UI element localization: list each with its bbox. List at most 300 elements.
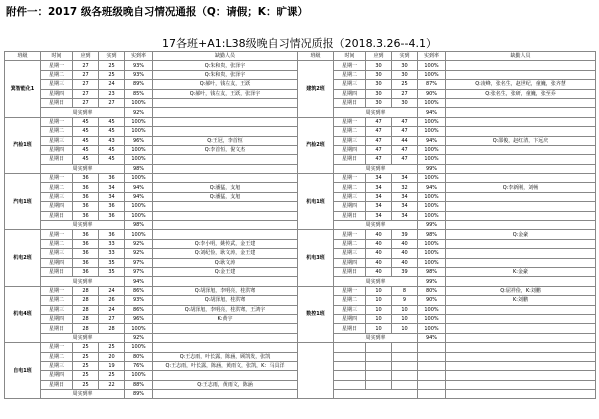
class-name-cell: 建筑2班 (298, 61, 334, 117)
weekly-label-cell: 周实到率 (334, 221, 418, 230)
day-cell: 星期四 (41, 371, 73, 380)
rate-cell: 100% (418, 155, 446, 164)
rate-cell: 86% (125, 305, 153, 314)
present-cell: 47 (392, 155, 418, 164)
rate-cell: 94% (125, 183, 153, 192)
absentees-cell: Q:李首恒，倪文杰 (153, 145, 298, 154)
expected-cell: 47 (366, 136, 392, 145)
day-cell: 星期日 (334, 98, 366, 107)
expected-cell: 36 (73, 249, 99, 258)
absentees-cell (446, 371, 596, 380)
expected-cell: 45 (73, 136, 99, 145)
rate-cell: 94% (125, 192, 153, 201)
day-cell: 星期三 (334, 305, 366, 314)
day-cell: 星期二 (334, 239, 366, 248)
day-cell: 星期日 (41, 211, 73, 220)
class-name-cell: 汽检2班 (298, 117, 334, 173)
absentees-cell: K:刘鹏 (446, 296, 596, 305)
class-name-cell: 汽电1班 (5, 174, 41, 230)
absentees-cell: Q:金王建 (153, 267, 298, 276)
expected-cell: 34 (366, 192, 392, 201)
weekly-empty-cell (446, 108, 596, 117)
class-name-cell: 机电3班 (298, 230, 334, 286)
rate-cell: 80% (125, 352, 153, 361)
weekly-rate-cell: 92% (125, 108, 153, 117)
day-cell: 星期一 (334, 286, 366, 295)
expected-cell: 25 (73, 361, 99, 370)
day-cell: 星期二 (41, 183, 73, 192)
present-cell: 36 (99, 211, 125, 220)
rate-cell: 100% (418, 145, 446, 154)
day-cell: 星期二 (334, 70, 366, 79)
day-cell: 星期二 (334, 296, 366, 305)
present-cell: 9 (392, 296, 418, 305)
day-cell: 星期一 (41, 117, 73, 126)
day-cell: 星期二 (41, 70, 73, 79)
expected-cell: 36 (73, 267, 99, 276)
day-cell: 星期日 (41, 267, 73, 276)
present-cell: 34 (99, 183, 125, 192)
day-cell: 星期三 (334, 192, 366, 201)
present-cell: 25 (99, 343, 125, 352)
expected-cell: 45 (73, 127, 99, 136)
absentees-cell (153, 155, 298, 164)
day-cell: 星期三 (334, 80, 366, 89)
absentees-cell: Q:耿文涛 (153, 258, 298, 267)
expected-cell (366, 352, 392, 361)
day-cell: 星期四 (334, 145, 366, 154)
present-cell: 25 (99, 70, 125, 79)
expected-cell: 30 (366, 70, 392, 79)
rate-cell: 86% (125, 286, 153, 295)
expected-cell: 36 (73, 202, 99, 211)
rate-cell: 100% (125, 202, 153, 211)
class-name-cell: 数控1班 (298, 286, 334, 342)
present-cell: 24 (99, 80, 125, 89)
present-cell: 33 (99, 249, 125, 258)
class-name-cell: 汽检1班 (5, 117, 41, 173)
rate-cell: 94% (418, 136, 446, 145)
expected-cell: 10 (366, 324, 392, 333)
header-cell: 班级 (5, 52, 41, 61)
expected-cell: 10 (366, 296, 392, 305)
present-cell: 22 (99, 380, 125, 389)
day-cell: 星期四 (334, 202, 366, 211)
day-cell: 星期一 (41, 174, 73, 183)
weekly-label-cell (334, 390, 418, 399)
rate-cell: 100% (418, 324, 446, 333)
expected-cell: 47 (366, 155, 392, 164)
day-cell: 星期一 (41, 343, 73, 352)
day-cell: 星期日 (334, 155, 366, 164)
absentees-cell (153, 117, 298, 126)
day-cell (334, 380, 366, 389)
absentees-cell (446, 352, 596, 361)
absentees-cell: Q:刘纪俭，耿文涛，金王建 (153, 249, 298, 258)
expected-cell: 30 (366, 61, 392, 70)
weekly-label-cell: 周实到率 (41, 221, 125, 230)
day-cell: 星期一 (334, 230, 366, 239)
weekly-empty-cell (446, 221, 596, 230)
weekly-rate-cell: 98% (125, 221, 153, 230)
day-cell: 星期四 (41, 145, 73, 154)
rate-cell: 92% (125, 249, 153, 258)
rate-cell: 100% (125, 155, 153, 164)
expected-cell: 40 (366, 239, 392, 248)
header-cell: 实到 (99, 52, 125, 61)
absentees-cell: Q:屈祥俭，K:刘鹏 (446, 286, 596, 295)
present-cell: 10 (392, 314, 418, 323)
expected-cell: 36 (73, 183, 99, 192)
present-cell: 34 (392, 211, 418, 220)
day-cell: 星期三 (41, 80, 73, 89)
rate-cell: 93% (125, 70, 153, 79)
absentees-cell (446, 174, 596, 183)
absentees-cell (446, 98, 596, 107)
rate-cell (418, 352, 446, 361)
absentees-cell (446, 324, 596, 333)
absentees-cell (446, 202, 596, 211)
weekly-label-cell: 周实到率 (334, 108, 418, 117)
day-cell: 星期二 (41, 239, 73, 248)
absentees-cell: Q:胡泽旭，桂洪骞 (153, 296, 298, 305)
present-cell: 30 (392, 61, 418, 70)
weekly-label-cell: 周实到率 (41, 108, 125, 117)
rate-cell: 100% (418, 98, 446, 107)
absentees-cell: Q:郝叶，钱左友，王跃，张泽宇 (153, 89, 298, 98)
weekly-rate-cell: 94% (125, 277, 153, 286)
present-cell: 47 (392, 127, 418, 136)
absentees-cell (153, 343, 298, 352)
present-cell: 36 (99, 202, 125, 211)
expected-cell: 34 (366, 211, 392, 220)
weekly-label-cell: 周实到率 (334, 277, 418, 286)
day-cell: 星期四 (334, 258, 366, 267)
present-cell: 19 (99, 361, 125, 370)
expected-cell: 25 (73, 371, 99, 380)
absentees-cell (446, 239, 596, 248)
day-cell: 星期二 (41, 352, 73, 361)
day-cell: 星期日 (41, 380, 73, 389)
present-cell: 30 (392, 98, 418, 107)
rate-cell: 90% (418, 296, 446, 305)
header-cell: 实到率 (418, 52, 446, 61)
day-cell: 星期日 (334, 324, 366, 333)
absentees-cell: Q:胡泽旭，李明亮，桂洪骞 (153, 286, 298, 295)
absentees-cell: Q:李小明，姚传武，金王建 (153, 239, 298, 248)
expected-cell: 47 (366, 117, 392, 126)
present-cell: 8 (392, 286, 418, 295)
rate-cell: 98% (418, 230, 446, 239)
absentees-cell (153, 371, 298, 380)
weekly-empty-cell (446, 333, 596, 342)
absentees-cell: Q:张名生，张研，童巍，张至乔 (446, 89, 596, 98)
rate-cell (418, 380, 446, 389)
expected-cell: 30 (366, 89, 392, 98)
absentees-cell: Q:王志雨，叶长露，陈涵，顾凯发，张凯 (153, 352, 298, 361)
absentees-cell (153, 174, 298, 183)
absentees-cell: Q:王冠，李首恒 (153, 136, 298, 145)
absentees-cell: Q:李新刚，刘畅 (446, 183, 596, 192)
header-cell: 应到 (366, 52, 392, 61)
weekly-label-cell: 周实到率 (334, 333, 418, 342)
day-cell (334, 361, 366, 370)
day-row (5, 286, 596, 295)
present-cell: 25 (99, 371, 125, 380)
absentees-cell: Q:朱和贵，张泽宇 (153, 61, 298, 70)
absentees-cell (446, 343, 596, 352)
absentees-cell: Q:郝叶，钱左友，王跃 (153, 80, 298, 89)
class-name-cell: 机电4班 (5, 286, 41, 342)
absentees-cell: Q:邵俊，赵红清，卞远庆 (446, 136, 596, 145)
expected-cell: 36 (73, 192, 99, 201)
expected-cell: 28 (73, 305, 99, 314)
rate-cell: 100% (418, 314, 446, 323)
day-cell (334, 343, 366, 352)
rate-cell: 97% (125, 267, 153, 276)
rate-cell: 76% (125, 361, 153, 370)
rate-cell: 94% (418, 183, 446, 192)
rate-cell (418, 361, 446, 370)
day-row (5, 343, 596, 352)
rate-cell: 100% (418, 70, 446, 79)
day-cell: 星期三 (41, 136, 73, 145)
present-cell: 25 (99, 61, 125, 70)
absentees-cell (446, 117, 596, 126)
expected-cell: 27 (73, 98, 99, 107)
present-cell: 24 (99, 305, 125, 314)
expected-cell: 25 (73, 380, 99, 389)
day-row (5, 117, 596, 126)
rate-cell: 100% (418, 61, 446, 70)
class-name-cell: 箕智能化1 (5, 61, 41, 117)
expected-cell: 36 (73, 211, 99, 220)
rate-cell: 100% (418, 249, 446, 258)
header-cell: 时间 (334, 52, 366, 61)
attendance-table (4, 51, 596, 399)
absentees-cell (446, 314, 596, 323)
present-cell: 39 (392, 230, 418, 239)
present-cell: 34 (99, 192, 125, 201)
rate-cell: 100% (125, 98, 153, 107)
rate-cell: 100% (418, 174, 446, 183)
expected-cell: 36 (73, 230, 99, 239)
expected-cell: 28 (73, 314, 99, 323)
rate-cell: 85% (125, 89, 153, 98)
expected-cell: 10 (366, 305, 392, 314)
expected-cell: 36 (73, 258, 99, 267)
day-cell: 星期三 (41, 361, 73, 370)
absentees-cell: K:金豪 (446, 267, 596, 276)
absentees-cell: Q:潘猛，支旭 (153, 183, 298, 192)
present-cell: 45 (99, 117, 125, 126)
rate-cell: 98% (418, 267, 446, 276)
rate-cell: 97% (125, 258, 153, 267)
absentees-cell (446, 70, 596, 79)
rate-cell: 100% (418, 211, 446, 220)
rate-cell: 90% (418, 89, 446, 98)
rate-cell: 100% (125, 117, 153, 126)
class-name-cell: 机电2班 (5, 230, 41, 286)
present-cell: 33 (99, 239, 125, 248)
rate-cell: 100% (418, 192, 446, 201)
day-cell: 星期一 (41, 230, 73, 239)
weekly-rate-cell (418, 390, 446, 399)
absentees-cell (446, 305, 596, 314)
rate-cell: 89% (125, 80, 153, 89)
rate-cell (418, 371, 446, 380)
present-cell: 39 (392, 267, 418, 276)
weekly-rate-cell: 94% (418, 108, 446, 117)
day-cell: 星期二 (334, 183, 366, 192)
rate-cell: 93% (125, 61, 153, 70)
header-cell: 实到率 (125, 52, 153, 61)
absentees-cell (153, 211, 298, 220)
rate-cell: 100% (125, 145, 153, 154)
rate-cell: 100% (418, 258, 446, 267)
rate-cell (418, 343, 446, 352)
weekly-label-cell: 周实到率 (41, 164, 125, 173)
day-cell: 星期一 (334, 61, 366, 70)
day-row (5, 61, 596, 70)
expected-cell: 30 (366, 80, 392, 89)
weekly-empty-cell (153, 390, 298, 399)
absentees-cell (446, 145, 596, 154)
expected-cell: 25 (73, 343, 99, 352)
expected-cell: 25 (73, 352, 99, 361)
expected-cell: 10 (366, 286, 392, 295)
absentees-cell (446, 155, 596, 164)
present-cell: 10 (392, 324, 418, 333)
present-cell: 34 (392, 192, 418, 201)
weekly-empty-cell (153, 333, 298, 342)
absentees-cell: Q:王志雨，黄雨文，陈涵 (153, 380, 298, 389)
rate-cell: 80% (418, 286, 446, 295)
absentees-cell: K:黄宇 (153, 314, 298, 323)
day-row (5, 230, 596, 239)
weekly-empty-cell (153, 221, 298, 230)
day-cell: 星期二 (334, 127, 366, 136)
rate-cell: 96% (125, 314, 153, 323)
weekly-rate-cell: 99% (418, 277, 446, 286)
weekly-label-cell: 周实到率 (41, 277, 125, 286)
day-cell: 星期日 (334, 267, 366, 276)
present-cell: 36 (99, 174, 125, 183)
day-cell: 星期三 (41, 192, 73, 201)
expected-cell: 28 (73, 286, 99, 295)
weekly-rate-cell: 94% (418, 333, 446, 342)
rate-cell: 96% (125, 136, 153, 145)
day-cell (334, 371, 366, 380)
absentees-cell (446, 249, 596, 258)
expected-cell: 30 (366, 98, 392, 107)
rate-cell: 100% (125, 127, 153, 136)
present-cell: 26 (99, 296, 125, 305)
weekly-rate-cell: 99% (418, 164, 446, 173)
rate-cell: 100% (125, 343, 153, 352)
expected-cell: 40 (366, 267, 392, 276)
class-name-cell: 自电1班 (5, 343, 41, 399)
header-cell: 缺勤人员 (153, 52, 298, 61)
expected-cell: 47 (366, 127, 392, 136)
header-cell: 缺勤人员 (446, 52, 596, 61)
present-cell: 10 (392, 305, 418, 314)
weekly-empty-cell (153, 277, 298, 286)
rate-cell: 100% (418, 117, 446, 126)
absentees-cell (446, 127, 596, 136)
present-cell (392, 371, 418, 380)
absentees-cell (153, 324, 298, 333)
expected-cell: 27 (73, 61, 99, 70)
day-cell: 星期一 (41, 286, 73, 295)
present-cell: 25 (392, 80, 418, 89)
expected-cell: 36 (73, 174, 99, 183)
rate-cell: 100% (418, 239, 446, 248)
absentees-cell (446, 211, 596, 220)
weekly-rate-cell: 99% (418, 221, 446, 230)
expected-cell: 27 (73, 80, 99, 89)
expected-cell: 47 (366, 145, 392, 154)
class-name-cell (298, 343, 334, 399)
expected-cell: 27 (73, 70, 99, 79)
absentees-cell (446, 192, 596, 201)
expected-cell (366, 371, 392, 380)
expected-cell: 40 (366, 258, 392, 267)
present-cell: 35 (99, 267, 125, 276)
day-cell: 星期四 (334, 314, 366, 323)
day-cell: 星期日 (334, 211, 366, 220)
present-cell: 35 (99, 258, 125, 267)
day-cell: 星期一 (334, 174, 366, 183)
header-row (5, 52, 596, 61)
weekly-empty-cell (446, 390, 596, 399)
day-cell: 星期四 (334, 89, 366, 98)
absentees-cell (153, 230, 298, 239)
day-cell: 星期一 (41, 61, 73, 70)
absentees-cell (153, 98, 298, 107)
day-cell: 星期四 (41, 314, 73, 323)
class-name-cell: 机电1班 (298, 174, 334, 230)
expected-cell (366, 361, 392, 370)
day-cell: 星期三 (334, 136, 366, 145)
expected-cell: 28 (73, 296, 99, 305)
present-cell (392, 380, 418, 389)
weekly-rate-cell: 89% (125, 390, 153, 399)
present-cell: 30 (392, 70, 418, 79)
present-cell: 40 (392, 258, 418, 267)
weekly-label-cell: 周实到率 (41, 390, 125, 399)
present-cell: 27 (99, 314, 125, 323)
present-cell: 44 (392, 136, 418, 145)
rate-cell: 88% (125, 380, 153, 389)
present-cell: 45 (99, 155, 125, 164)
rate-cell: 100% (418, 305, 446, 314)
present-cell: 47 (392, 117, 418, 126)
present-cell: 20 (99, 352, 125, 361)
expected-cell: 10 (366, 314, 392, 323)
day-row (5, 174, 596, 183)
present-cell: 34 (392, 202, 418, 211)
weekly-label-cell: 周实到率 (41, 333, 125, 342)
rate-cell: 87% (418, 80, 446, 89)
present-cell: 36 (99, 230, 125, 239)
day-cell: 星期四 (41, 89, 73, 98)
absentees-cell: Q:朱和贵，张泽宇 (153, 70, 298, 79)
absentees-cell (446, 61, 596, 70)
weekly-label-cell: 周实到率 (334, 164, 418, 173)
present-cell (392, 352, 418, 361)
absentees-cell: Q:胡泽旭，李明亮，桂洪骞，王鸿宇 (153, 305, 298, 314)
